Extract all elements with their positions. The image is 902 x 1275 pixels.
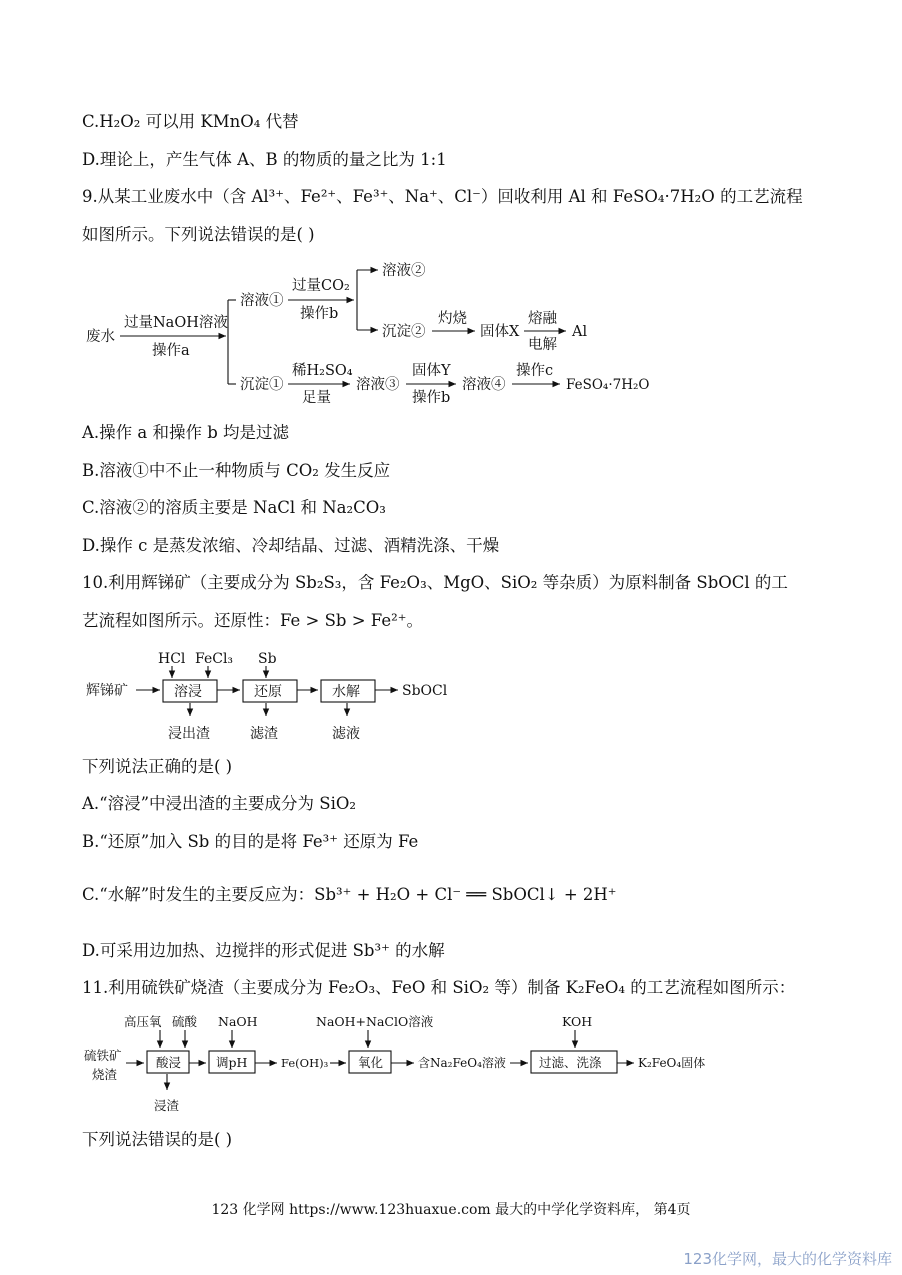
q11-stem: 11.利用硫铁矿烧渣（主要成分为 Fe₂O₃、FeO 和 SiO₂ 等）制备 K₂FeO₄ 的工艺流程如图所示： [82,978,796,997]
q11-mid2: 含Na₂FeO₄溶液 [418,1056,506,1070]
q11-question: 下列说法错误的是( ) [82,1130,233,1149]
q11-in2: 硫酸 [172,1014,198,1029]
q9-sol1: 溶液① [240,293,284,309]
q9-solidY-bottom: 操作b [412,390,451,406]
q10-hcl: HCl [158,651,186,667]
q9-solidX: 固体X [480,324,520,340]
q10-product: SbOCl [402,683,448,699]
q11-out1: 浸渣 [154,1098,180,1113]
q9-op1-top: 过量NaOH溶液 [124,315,228,331]
q9-op2-top: 过量CO₂ [292,278,350,294]
q9-solidY-top: 固体Y [412,363,451,379]
q11-in3: NaOH [218,1014,258,1029]
q10-fecl3: FeCl₃ [195,651,234,667]
q11-mid1: Fe(OH)₃ [281,1056,329,1070]
q9-stem-line1: 9.从某工业废水中（含 Al³⁺、Fe²⁺、Fe³⁺、Na⁺、Cl⁻）回收利用 Al 和 FeSO₄·7H₂O 的工艺流程 [82,187,803,206]
q11-product: K₂FeO₄固体 [638,1056,706,1070]
q9-melt-top: 熔融 [528,311,557,327]
q9-ppt2: 沉淀② [382,324,426,340]
q10-sb: Sb [258,651,277,667]
q9-acid-top: 稀H₂SO₄ [292,363,353,379]
q10-option-b: B.“还原”加入 Sb 的目的是将 Fe³⁺ 还原为 Fe [82,832,419,851]
q11-in1: 高压氧 [124,1014,162,1029]
q10-option-a: A.“溶浸”中浸出渣的主要成分为 SiO₂ [82,794,356,813]
q9-option-d: D.操作 c 是蒸发浓缩、冷却结晶、过滤、酒精洗涤、干燥 [82,536,500,555]
q10-question: 下列说法正确的是( ) [82,757,233,776]
q9-opc: 操作c [516,363,554,379]
q10-option-c: C.“水解”时发生的主要反应为：Sb³⁺ + H₂O + Cl⁻ ══ SbOCl↓ + 2H⁺ [82,885,617,904]
q11-in5: KOH [562,1014,593,1029]
q8-option-d: D.理论上，产生气体 A、B 的物质的量之比为 1:1 [82,150,447,169]
q10-out1: 浸出渣 [168,726,210,742]
q10-out3: 滤液 [332,726,360,742]
q10-box1: 溶浸 [174,684,202,700]
q11-box2: 调pH [216,1055,248,1070]
q9-stem-line2: 如图所示。下列说法错误的是( ) [82,225,315,244]
q9-option-b: B.溶液①中不止一种物质与 CO₂ 发生反应 [82,461,391,480]
q10-start: 辉锑矿 [86,683,128,699]
q10-box3: 水解 [332,684,360,700]
q9-op2-bottom: 操作b [300,306,339,322]
q11-in4: NaOH+NaClO溶液 [316,1014,434,1029]
q10-option-d: D.可采用边加热、边搅拌的形式促进 Sb³⁺ 的水解 [82,941,445,960]
q11-box3: 氧化 [358,1055,384,1070]
q10-out2: 滤渣 [250,726,278,742]
q9-ppt1: 沉淀① [240,377,284,393]
q9-product: FeSO₄·7H₂O [566,377,650,393]
q9-melt-bottom: 电解 [528,337,557,353]
q11-box1: 酸浸 [156,1055,182,1070]
q9-al: Al [572,324,588,340]
q9-start: 废水 [86,329,115,345]
q10-stem-line2: 艺流程如图所示。还原性：Fe > Sb > Fe²⁺。 [82,611,423,630]
q9-option-a: A.操作 a 和操作 b 均是过滤 [82,423,290,442]
q11-start-1: 硫铁矿 [84,1048,122,1063]
q11-box4: 过滤、洗涤 [539,1055,602,1070]
page-footer: 123 化学网 https://www.123huaxue.com 最大的中学化学资料库， 第4页 [211,1202,691,1218]
q9-sol3: 溶液③ [356,377,400,393]
q9-burn: 灼烧 [438,311,467,327]
q9-sol2: 溶液② [382,263,426,279]
q10-box2: 还原 [254,684,282,700]
q9-sol4: 溶液④ [462,377,506,393]
watermark: 123化学网，最大的化学资料库 [683,1250,892,1268]
q9-acid-bottom: 足量 [302,390,331,406]
q8-option-c: C.H₂O₂ 可以用 KMnO₄ 代替 [82,112,299,131]
q11-start-2: 烧渣 [92,1067,118,1082]
q10-stem-line1: 10.利用辉锑矿（主要成分为 Sb₂S₃，含 Fe₂O₃、MgO、SiO₂ 等杂质）为原料制备 SbOCl 的工 [82,573,788,592]
q9-op1-bottom: 操作a [152,343,190,359]
q9-option-c: C.溶液②的溶质主要是 NaCl 和 Na₂CO₃ [82,498,386,517]
